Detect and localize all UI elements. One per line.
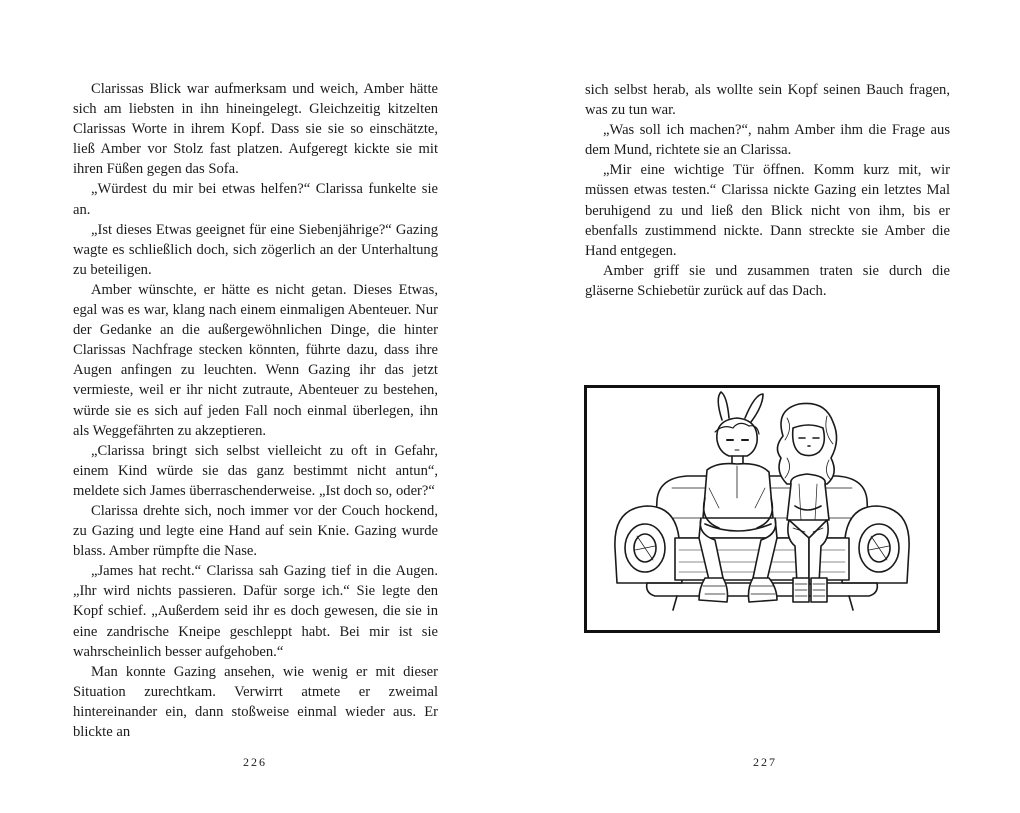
- paragraph: „Clarissa bringt sich selbst vielleicht zu oft in Gefahr, einem Kind würde sie das ganz bestimmt nicht antun“, meldete sich James überraschenderweise. „Ist doch so, oder?“: [73, 442, 438, 499]
- illustration-frame: [584, 385, 940, 633]
- sofa-illustration: [587, 388, 937, 630]
- paragraph: Clarissas Blick war aufmerksam und weich, Amber hätte sich am liebsten in ihn hineingelegt. Gleichzeitig kitzelten Clarissas Worte in ihrem Kopf. Dass sie sie so einschätzte, ließ Amber vor Stolz fast platzen. Aufgeregt kickte sie mit ihren Füßen gegen das Sofa.: [73, 81, 438, 178]
- paragraph: „Mir eine wichtige Tür öffnen. Komm kurz mit, wir müssen etwas testen.“ Clarissa nickte Gazing ein letztes Mal beruhigend zu und ließ den Blick nicht von ihm, bis er ebenfalls zustimmend nickte. Dann streckte sie Amber die Hand entgegen.: [585, 162, 950, 259]
- left-page-text: [73, 79, 438, 742]
- paragraph: Amber griff sie und zusammen traten sie durch die gläserne Schiebetür zurück auf das Dach.: [585, 262, 950, 299]
- page-number: 226: [243, 755, 267, 769]
- paragraph: „Ist dieses Etwas geeignet für eine Siebenjährige?“ Gazing wagte es schließlich doch, sich zögerlich an der Unterhaltung zu beteiligen.: [73, 221, 438, 278]
- paragraph: Man konnte Gazing ansehen, wie wenig er mit dieser Situation zurechtkam. Verwirrt atmete er zweimal hintereinander ein, dann stoßweise einmal wieder aus. Er blickte an: [73, 663, 438, 740]
- right-page: [510, 0, 1020, 813]
- page-number: 227: [753, 755, 777, 769]
- right-page-text: [585, 80, 950, 301]
- paragraph: „Was soll ich machen?“, nahm Amber ihm die Frage aus dem Mund, richtete sie an Clarissa.: [585, 122, 950, 159]
- paragraph: Amber wünschte, er hätte es nicht getan. Dieses Etwas, egal was es war, klang nach einem einmaligen Abenteuer. Nur der Gedanke an die außergewöhnlichen Dinge, die hinter Clarissas Nachfrage stecken könnten, führte dazu, dass ihre Augen anfingen zu leuchten. Wenn Gazing ihr das jetzt vermieste, weil er ihr nicht zutraute, Abenteuer zu bestehen, würde sie es sich auf jeden Fall noch einmal überlegen, ihn als Weggefährten zu akzeptieren.: [73, 281, 438, 439]
- paragraph: Clarissa drehte sich, noch immer vor der Couch hockend, zu Gazing und legte eine Hand auf sein Knie. Gazing wurde blass. Amber rümpfte die Nase.: [73, 502, 438, 560]
- paragraph-continuation: sich selbst herab, als wollte sein Kopf seinen Bauch fragen, was zu tun war.: [585, 82, 950, 119]
- paragraph: „Würdest du mir bei etwas helfen?“ Clarissa funkelte sie an.: [73, 181, 438, 218]
- paragraph: „James hat recht.“ Clarissa sah Gazing tief in die Augen. „Ihr wird nichts passieren. Dafür sorge ich.“ Sie legte den Kopf schief. „Außerdem seid ihr es doch gewesen, die sie in eine zandrische Kneipe geschleppt habt. Bei mir ist sie wahrscheinlich besser aufgehoben.“: [73, 563, 438, 660]
